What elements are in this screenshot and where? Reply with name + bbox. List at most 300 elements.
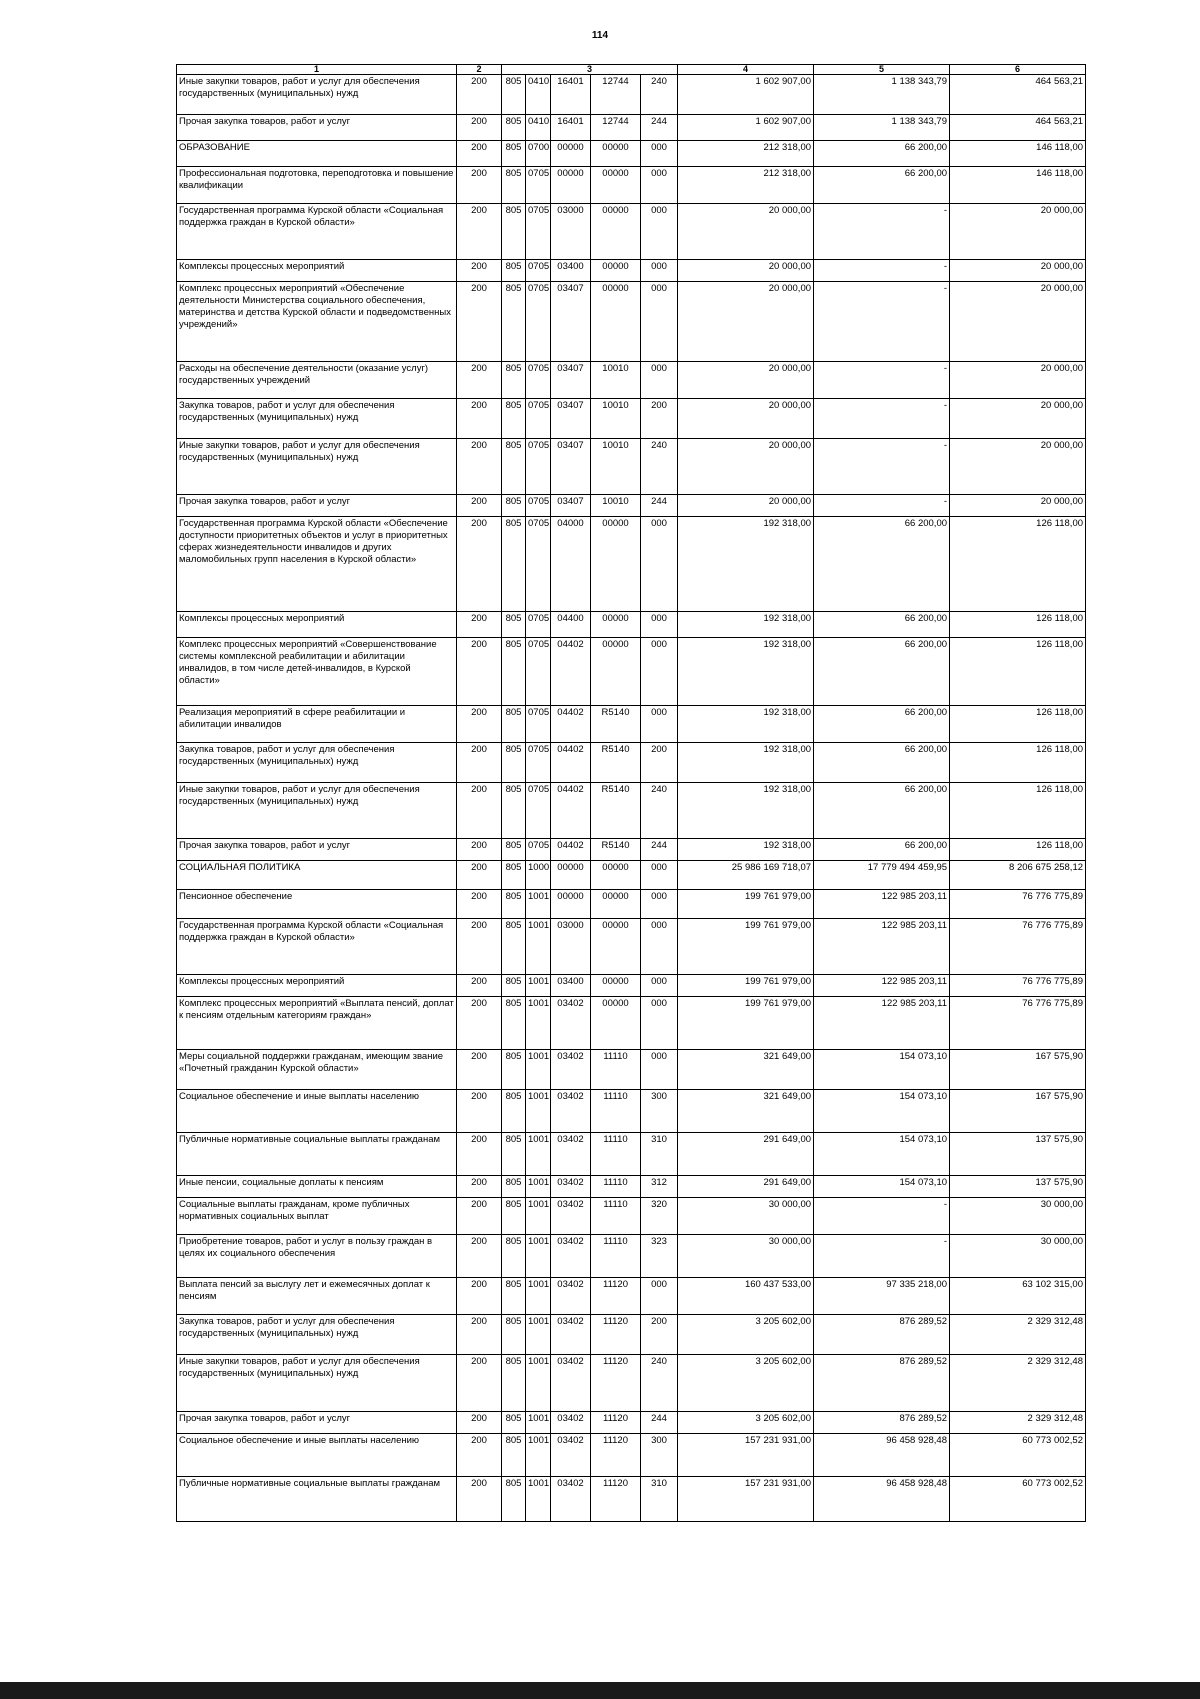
row-code-col2: 200: [457, 1050, 502, 1090]
row-value-5: 1 138 343,79: [814, 115, 950, 141]
row-code-c: 03407: [551, 399, 591, 439]
row-value-5: 122 985 203,11: [814, 997, 950, 1050]
row-code-c: 00000: [551, 861, 591, 890]
row-code-d: 00000: [591, 282, 641, 362]
row-name: Комплексы процессных мероприятий: [177, 260, 457, 282]
row-value-4: 199 761 979,00: [678, 975, 814, 997]
row-value-5: -: [814, 399, 950, 439]
row-value-4: 192 318,00: [678, 839, 814, 861]
row-value-5: 154 073,10: [814, 1133, 950, 1176]
row-code-a: 805: [502, 399, 526, 439]
row-code-a: 805: [502, 919, 526, 975]
row-code-d: 00000: [591, 141, 641, 167]
row-value-5: -: [814, 362, 950, 399]
row-code-b: 1001: [526, 1090, 551, 1133]
row-name: Закупка товаров, работ и услуг для обеспечения государственных (муниципальных) нужд: [177, 399, 457, 439]
header-cell-5: 5: [814, 65, 950, 75]
row-value-6: 464 563,21: [950, 115, 1086, 141]
row-code-e: 300: [641, 1090, 678, 1133]
row-code-e: 312: [641, 1176, 678, 1198]
row-value-5: 122 985 203,11: [814, 975, 950, 997]
row-code-col2: 200: [457, 997, 502, 1050]
row-name: Государственная программа Курской области «Социальная поддержка граждан в Курской области»: [177, 919, 457, 975]
row-code-e: 000: [641, 362, 678, 399]
row-code-a: 805: [502, 1315, 526, 1355]
row-code-b: 0705: [526, 439, 551, 495]
table-body: [177, 65, 1086, 1522]
row-code-a: 805: [502, 75, 526, 115]
row-value-4: 20 000,00: [678, 282, 814, 362]
row-code-b: 0705: [526, 204, 551, 260]
row-code-d: R5140: [591, 839, 641, 861]
row-code-c: 03402: [551, 1090, 591, 1133]
row-value-4: 212 318,00: [678, 141, 814, 167]
row-code-e: 323: [641, 1235, 678, 1278]
row-code-c: 03407: [551, 362, 591, 399]
row-value-6: 63 102 315,00: [950, 1278, 1086, 1315]
table-row: [177, 495, 1086, 517]
table-row: [177, 638, 1086, 706]
table-row: [177, 439, 1086, 495]
row-code-c: 03402: [551, 1315, 591, 1355]
row-value-4: 20 000,00: [678, 495, 814, 517]
row-code-e: 000: [641, 204, 678, 260]
budget-table: [176, 64, 1086, 1522]
row-value-4: 192 318,00: [678, 783, 814, 839]
row-code-col2: 200: [457, 362, 502, 399]
row-code-col2: 200: [457, 743, 502, 783]
row-code-col2: 200: [457, 399, 502, 439]
row-value-5: -: [814, 495, 950, 517]
row-code-b: 0705: [526, 260, 551, 282]
row-value-6: 60 773 002,52: [950, 1477, 1086, 1522]
row-code-a: 805: [502, 1235, 526, 1278]
row-code-e: 200: [641, 1315, 678, 1355]
row-code-a: 805: [502, 1434, 526, 1477]
row-code-a: 805: [502, 839, 526, 861]
table-row: [177, 1133, 1086, 1176]
row-code-col2: 200: [457, 1278, 502, 1315]
row-value-6: 126 118,00: [950, 839, 1086, 861]
row-code-d: 11110: [591, 1050, 641, 1090]
row-value-6: 167 575,90: [950, 1050, 1086, 1090]
table-row: [177, 1090, 1086, 1133]
row-code-col2: 200: [457, 1434, 502, 1477]
row-code-c: 03402: [551, 1355, 591, 1412]
row-code-d: 11120: [591, 1315, 641, 1355]
row-value-5: 66 200,00: [814, 141, 950, 167]
row-code-c: 04402: [551, 706, 591, 743]
row-code-c: 16401: [551, 115, 591, 141]
row-code-e: 000: [641, 1278, 678, 1315]
row-value-5: 154 073,10: [814, 1050, 950, 1090]
row-value-6: 2 329 312,48: [950, 1355, 1086, 1412]
row-value-4: 192 318,00: [678, 706, 814, 743]
row-value-6: 76 776 775,89: [950, 997, 1086, 1050]
row-code-col2: 200: [457, 1315, 502, 1355]
header-cell-4: 4: [678, 65, 814, 75]
row-code-a: 805: [502, 997, 526, 1050]
row-code-d: 00000: [591, 612, 641, 638]
row-code-d: 00000: [591, 167, 641, 204]
row-value-4: 20 000,00: [678, 362, 814, 399]
row-value-4: 192 318,00: [678, 517, 814, 612]
row-value-5: 66 200,00: [814, 612, 950, 638]
row-value-5: 66 200,00: [814, 783, 950, 839]
row-code-d: 12744: [591, 75, 641, 115]
row-value-6: 2 329 312,48: [950, 1315, 1086, 1355]
table-row: [177, 399, 1086, 439]
row-value-5: 876 289,52: [814, 1412, 950, 1434]
row-name: Иные закупки товаров, работ и услуг для обеспечения государственных (муниципальных) нужд: [177, 783, 457, 839]
row-code-a: 805: [502, 495, 526, 517]
row-code-e: 310: [641, 1133, 678, 1176]
row-value-6: 20 000,00: [950, 439, 1086, 495]
table-row: [177, 75, 1086, 115]
row-code-col2: 200: [457, 1412, 502, 1434]
row-value-5: 154 073,10: [814, 1176, 950, 1198]
row-code-d: 11120: [591, 1412, 641, 1434]
row-code-e: 244: [641, 1412, 678, 1434]
row-value-4: 199 761 979,00: [678, 919, 814, 975]
row-code-col2: 200: [457, 439, 502, 495]
row-value-4: 291 649,00: [678, 1176, 814, 1198]
row-value-4: 199 761 979,00: [678, 890, 814, 919]
row-name: Комплекс процессных мероприятий «Обеспечение деятельности Министерства социального обеспечения, материнства и детства Курской области и подведомственных учреждений»: [177, 282, 457, 362]
row-code-b: 0705: [526, 743, 551, 783]
row-value-5: -: [814, 260, 950, 282]
row-value-4: 20 000,00: [678, 204, 814, 260]
row-code-e: 200: [641, 743, 678, 783]
row-name: Комплекс процессных мероприятий «Совершенствование системы комплексной реабилитации и абилитации инвалидов, в том числе детей-инвалидов, в Курской области»: [177, 638, 457, 706]
row-value-4: 3 205 602,00: [678, 1355, 814, 1412]
row-code-col2: 200: [457, 141, 502, 167]
row-code-a: 805: [502, 706, 526, 743]
row-code-e: 000: [641, 861, 678, 890]
row-value-6: 20 000,00: [950, 260, 1086, 282]
table-row: [177, 141, 1086, 167]
page-number: 114: [591, 30, 609, 41]
row-value-6: 20 000,00: [950, 282, 1086, 362]
row-code-d: R5140: [591, 783, 641, 839]
row-code-e: 000: [641, 706, 678, 743]
row-value-5: 66 200,00: [814, 167, 950, 204]
row-name: Прочая закупка товаров, работ и услуг: [177, 115, 457, 141]
row-code-a: 805: [502, 612, 526, 638]
row-code-col2: 200: [457, 638, 502, 706]
row-code-d: 11120: [591, 1278, 641, 1315]
row-code-e: 000: [641, 282, 678, 362]
table-row: [177, 861, 1086, 890]
row-value-4: 1 602 907,00: [678, 115, 814, 141]
row-code-a: 805: [502, 1133, 526, 1176]
row-code-d: 11110: [591, 1198, 641, 1235]
row-code-col2: 200: [457, 167, 502, 204]
row-code-d: 00000: [591, 638, 641, 706]
row-code-col2: 200: [457, 75, 502, 115]
row-code-d: 00000: [591, 890, 641, 919]
row-code-c: 03402: [551, 1050, 591, 1090]
row-code-e: 240: [641, 783, 678, 839]
row-value-5: 66 200,00: [814, 517, 950, 612]
row-code-e: 000: [641, 1050, 678, 1090]
row-value-5: 122 985 203,11: [814, 919, 950, 975]
row-code-c: 03400: [551, 260, 591, 282]
row-code-b: 1001: [526, 1235, 551, 1278]
row-code-b: 1001: [526, 1355, 551, 1412]
row-code-c: 00000: [551, 141, 591, 167]
row-value-5: 66 200,00: [814, 706, 950, 743]
row-value-5: -: [814, 439, 950, 495]
row-value-6: 20 000,00: [950, 362, 1086, 399]
row-code-d: 11110: [591, 1235, 641, 1278]
row-value-6: 30 000,00: [950, 1235, 1086, 1278]
row-code-col2: 200: [457, 919, 502, 975]
row-value-6: 464 563,21: [950, 75, 1086, 115]
row-value-4: 321 649,00: [678, 1050, 814, 1090]
row-name: Социальное обеспечение и иные выплаты населению: [177, 1434, 457, 1477]
row-code-a: 805: [502, 1477, 526, 1522]
row-code-a: 805: [502, 260, 526, 282]
row-code-d: 12744: [591, 115, 641, 141]
row-code-b: 1001: [526, 890, 551, 919]
row-value-6: 126 118,00: [950, 743, 1086, 783]
row-value-5: 96 458 928,48: [814, 1477, 950, 1522]
table-row: [177, 890, 1086, 919]
row-code-c: 03402: [551, 1477, 591, 1522]
row-value-6: 20 000,00: [950, 399, 1086, 439]
row-code-e: 244: [641, 495, 678, 517]
row-code-e: 000: [641, 167, 678, 204]
row-code-a: 805: [502, 517, 526, 612]
row-value-4: 25 986 169 718,07: [678, 861, 814, 890]
row-code-col2: 200: [457, 1477, 502, 1522]
row-code-col2: 200: [457, 1133, 502, 1176]
row-name: Закупка товаров, работ и услуг для обеспечения государственных (муниципальных) нужд: [177, 1315, 457, 1355]
row-code-e: 000: [641, 638, 678, 706]
row-code-d: 00000: [591, 919, 641, 975]
row-value-5: -: [814, 1198, 950, 1235]
row-value-4: 160 437 533,00: [678, 1278, 814, 1315]
row-name: Иные закупки товаров, работ и услуг для обеспечения государственных (муниципальных) нужд: [177, 1355, 457, 1412]
row-value-6: 60 773 002,52: [950, 1434, 1086, 1477]
row-code-e: 000: [641, 517, 678, 612]
table-row: [177, 362, 1086, 399]
row-value-4: 192 318,00: [678, 638, 814, 706]
row-code-b: 1001: [526, 1434, 551, 1477]
row-code-c: 03000: [551, 204, 591, 260]
row-name: Комплексы процессных мероприятий: [177, 975, 457, 997]
row-code-col2: 200: [457, 1235, 502, 1278]
row-code-a: 805: [502, 783, 526, 839]
row-value-6: 167 575,90: [950, 1090, 1086, 1133]
row-code-c: 04402: [551, 839, 591, 861]
row-code-d: 00000: [591, 517, 641, 612]
row-value-4: 1 602 907,00: [678, 75, 814, 115]
row-code-d: 10010: [591, 362, 641, 399]
row-code-e: 000: [641, 612, 678, 638]
row-code-b: 1000: [526, 861, 551, 890]
table-row: [177, 997, 1086, 1050]
row-code-b: 0705: [526, 612, 551, 638]
row-code-b: 0705: [526, 495, 551, 517]
row-value-6: 137 575,90: [950, 1176, 1086, 1198]
row-value-4: 157 231 931,00: [678, 1434, 814, 1477]
table-row: [177, 839, 1086, 861]
row-name: Закупка товаров, работ и услуг для обеспечения государственных (муниципальных) нужд: [177, 743, 457, 783]
row-code-e: 000: [641, 141, 678, 167]
row-code-b: 1001: [526, 1176, 551, 1198]
row-code-d: 11120: [591, 1477, 641, 1522]
row-code-b: 1001: [526, 1315, 551, 1355]
table-row: [177, 115, 1086, 141]
row-code-a: 805: [502, 362, 526, 399]
row-code-col2: 200: [457, 1176, 502, 1198]
row-value-5: 876 289,52: [814, 1315, 950, 1355]
row-code-b: 0705: [526, 282, 551, 362]
row-name: Комплекс процессных мероприятий «Выплата пенсий, доплат к пенсиям отдельным категориям граждан»: [177, 997, 457, 1050]
row-code-d: 00000: [591, 861, 641, 890]
row-value-5: 96 458 928,48: [814, 1434, 950, 1477]
table-row: [177, 1434, 1086, 1477]
row-code-c: 04000: [551, 517, 591, 612]
row-code-d: 10010: [591, 399, 641, 439]
row-code-c: 03402: [551, 997, 591, 1050]
row-value-6: 76 776 775,89: [950, 919, 1086, 975]
table-row: [177, 706, 1086, 743]
table-row: [177, 1315, 1086, 1355]
row-code-b: 0705: [526, 706, 551, 743]
row-name: Публичные нормативные социальные выплаты гражданам: [177, 1477, 457, 1522]
row-code-c: 03402: [551, 1133, 591, 1176]
header-cell-1: 1: [177, 65, 457, 75]
row-code-a: 805: [502, 1090, 526, 1133]
row-code-a: 805: [502, 115, 526, 141]
row-code-d: 11120: [591, 1355, 641, 1412]
row-code-col2: 200: [457, 975, 502, 997]
row-value-4: 30 000,00: [678, 1235, 814, 1278]
row-code-col2: 200: [457, 1090, 502, 1133]
row-code-d: 10010: [591, 439, 641, 495]
row-code-c: 03407: [551, 439, 591, 495]
row-code-col2: 200: [457, 115, 502, 141]
header-cell-2: 2: [457, 65, 502, 75]
row-code-col2: 200: [457, 783, 502, 839]
row-code-a: 805: [502, 1198, 526, 1235]
row-code-col2: 200: [457, 706, 502, 743]
row-code-d: 11110: [591, 1133, 641, 1176]
row-code-a: 805: [502, 1278, 526, 1315]
table-row: [177, 1278, 1086, 1315]
row-code-d: 00000: [591, 997, 641, 1050]
row-code-e: 240: [641, 75, 678, 115]
row-value-4: 30 000,00: [678, 1198, 814, 1235]
row-code-b: 0705: [526, 638, 551, 706]
row-value-6: 76 776 775,89: [950, 975, 1086, 997]
row-code-b: 0410: [526, 75, 551, 115]
row-code-a: 805: [502, 1050, 526, 1090]
row-code-c: 04402: [551, 743, 591, 783]
row-code-b: 0700: [526, 141, 551, 167]
row-name: СОЦИАЛЬНАЯ ПОЛИТИКА: [177, 861, 457, 890]
row-code-c: 03402: [551, 1278, 591, 1315]
row-code-e: 244: [641, 839, 678, 861]
row-code-a: 805: [502, 282, 526, 362]
row-code-e: 000: [641, 890, 678, 919]
header-cell-6: 6: [950, 65, 1086, 75]
row-code-d: R5140: [591, 706, 641, 743]
row-value-5: 122 985 203,11: [814, 890, 950, 919]
row-value-6: 146 118,00: [950, 167, 1086, 204]
row-value-5: 66 200,00: [814, 638, 950, 706]
row-name: Иные пенсии, социальные доплаты к пенсиям: [177, 1176, 457, 1198]
row-code-col2: 200: [457, 1198, 502, 1235]
row-code-b: 1001: [526, 1133, 551, 1176]
row-code-a: 805: [502, 975, 526, 997]
row-code-c: 03402: [551, 1412, 591, 1434]
row-code-col2: 200: [457, 517, 502, 612]
table-row: [177, 743, 1086, 783]
row-value-5: -: [814, 204, 950, 260]
row-code-col2: 200: [457, 260, 502, 282]
row-code-c: 03407: [551, 282, 591, 362]
row-name: Комплексы процессных мероприятий: [177, 612, 457, 638]
row-value-5: 154 073,10: [814, 1090, 950, 1133]
row-code-e: 240: [641, 1355, 678, 1412]
table-row: [177, 167, 1086, 204]
row-code-d: 11110: [591, 1176, 641, 1198]
row-value-6: 76 776 775,89: [950, 890, 1086, 919]
row-value-4: 157 231 931,00: [678, 1477, 814, 1522]
row-name: Реализация мероприятий в сфере реабилитации и абилитации инвалидов: [177, 706, 457, 743]
row-value-6: 126 118,00: [950, 517, 1086, 612]
table-row: [177, 204, 1086, 260]
row-code-col2: 200: [457, 1355, 502, 1412]
row-code-b: 1001: [526, 1050, 551, 1090]
row-value-4: 20 000,00: [678, 439, 814, 495]
row-value-6: 126 118,00: [950, 612, 1086, 638]
row-value-5: 17 779 494 459,95: [814, 861, 950, 890]
row-value-6: 126 118,00: [950, 706, 1086, 743]
row-code-d: 11120: [591, 1434, 641, 1477]
row-name: Меры социальной поддержки гражданам, имеющим звание «Почетный гражданин Курской области»: [177, 1050, 457, 1090]
row-name: Государственная программа Курской области «Обеспечение доступности приоритетных объектов и услуг в приоритетных сферах жизнедеятельности инвалидов и других маломобильных групп населения в Курской области»: [177, 517, 457, 612]
table-row: [177, 1050, 1086, 1090]
row-value-5: 876 289,52: [814, 1355, 950, 1412]
table-row: [177, 1235, 1086, 1278]
table-row: [177, 1198, 1086, 1235]
table-row: [177, 612, 1086, 638]
row-value-5: 1 138 343,79: [814, 75, 950, 115]
row-value-5: 66 200,00: [814, 743, 950, 783]
row-code-b: 1001: [526, 919, 551, 975]
row-code-e: 000: [641, 260, 678, 282]
row-name: Пенсионное обеспечение: [177, 890, 457, 919]
row-value-5: -: [814, 1235, 950, 1278]
row-value-6: 126 118,00: [950, 783, 1086, 839]
row-code-c: 04402: [551, 638, 591, 706]
row-value-5: 97 335 218,00: [814, 1278, 950, 1315]
row-value-4: 199 761 979,00: [678, 997, 814, 1050]
row-code-c: 00000: [551, 890, 591, 919]
row-code-d: 10010: [591, 495, 641, 517]
row-code-col2: 200: [457, 495, 502, 517]
row-code-c: 03400: [551, 975, 591, 997]
row-value-6: 20 000,00: [950, 204, 1086, 260]
table-row: [177, 1176, 1086, 1198]
row-code-e: 310: [641, 1477, 678, 1522]
row-value-4: 321 649,00: [678, 1090, 814, 1133]
